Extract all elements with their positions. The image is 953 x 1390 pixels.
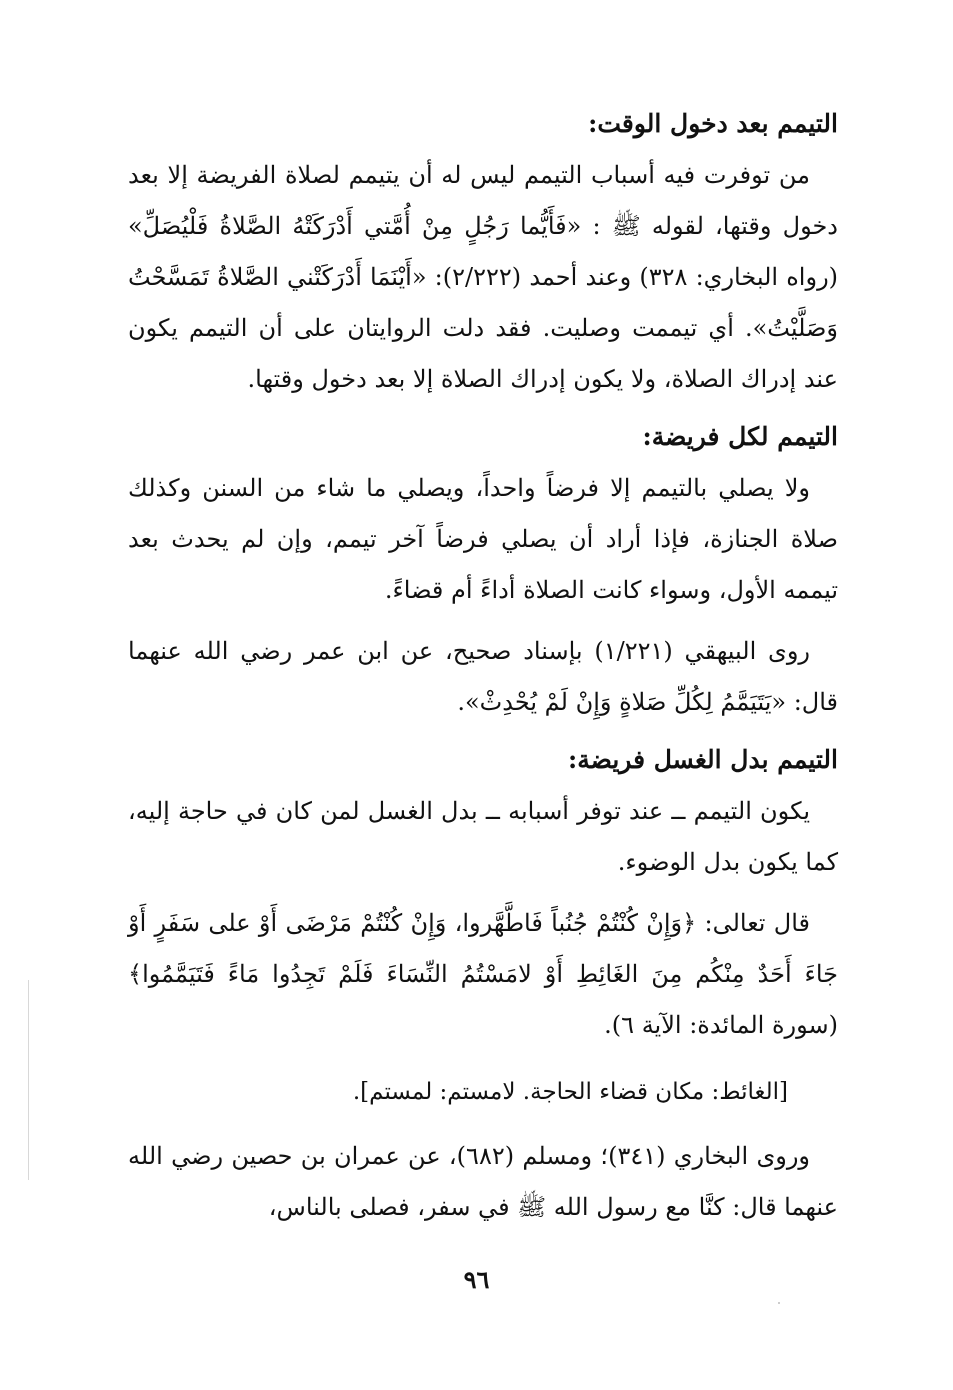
scan-artifact-line xyxy=(28,980,29,1180)
paragraph-time-condition: من توفرت فيه أسباب التيمم ليس له أن يتيمم لصلاة الفريضة إلا بعد دخول وقتها، لقوله ﷺ : «فَأَيُّما رَجُلٍ مِنْ أُمَّتي أَدْرَكَتْهُ الصَّلاةُ فَلْيُصَلِّ» (رواه البخاري: ٣٢٨) وعند أحمد (٢/٢٢٢): «أَيْنَمَا أَدْرَكَتْني الصَّلاةُ تَمَسَّحْتُ وَصَلَّيْتُ». أي تيممت وصليت. فقد دلت الروايتان على أن التيمم يكون عند إدراك الصلاة، ولا يكون إدراك الصلاة إلا بعد دخول وقتها. xyxy=(128,161,839,393)
paragraph-bukhari-muslim-narration: وروى البخاري (٣٤١)؛ ومسلم (٦٨٢)، عن عمران بن حصين رضي الله عنهما قال: كنَّا مع رسول الله ﷺ في سفر، فصلى بالناس، xyxy=(128,1142,838,1221)
heading-tayammum-instead-of-ghusl: التيمم بدل الغسل فريضة: xyxy=(568,745,838,774)
heading-tayammum-after-time: التيمم بعد دخول الوقت: xyxy=(588,109,838,138)
scan-artifact-dot xyxy=(778,1302,780,1304)
paragraph-quran-verse: قال تعالى: ﴿وَإِنْ كُنْتُمْ جُنُباً فَاطَّهَّروا، وَإِنْ كُنْتُمْ مَرْضَى أَوْ على سَفَرٍ أَوْ جَاءَ أَحَدٌ مِنْكُم مِنَ الغَائِطِ أَوْ لامَسْتُمُ النِّسَاءَ فَلَمْ تَجِدُوا مَاءً فَتَيَمَّمُوا﴾ (سورة المائدة: الآية ٦). xyxy=(128,909,838,1039)
paragraph-one-obligation: ولا يصلي بالتيمم إلا فرضاً واحداً، ويصلي ما شاء من السنن وكذلك صلاة الجنازة، فإذا أراد أن يصلي فرضاً آخر تيمم، وإن لم يحدث بعد تيممه الأول، وسواء كانت الصلاة أداءً أم قضاءً. xyxy=(128,474,838,604)
heading-tayammum-each-obligation: التيمم لكل فريضة: xyxy=(642,422,838,451)
glossary-note: [الغائط: مكان قضاء الحاجة. لامستم: لمستم]. xyxy=(352,1079,788,1105)
page-text-body xyxy=(128,92,838,1233)
paragraph-bayhaqi-narration: روى البيهقي (١/٢٢١) بإسناد صحيح، عن ابن عمر رضي الله عنهما قال: «يَتَيَمَّمُ لِكُلِّ صَلاةٍ وَإِنْ لَمْ يُحْدِثْ». xyxy=(128,637,838,716)
page-number: ٩٦ xyxy=(463,1265,490,1294)
paragraph-instead-of-ghusl: يكون التيمم ــ عند توفر أسبابه ــ بدل الغسل لمن كان في حاجة إليه، كما يكون بدل الوضوء. xyxy=(128,797,838,876)
